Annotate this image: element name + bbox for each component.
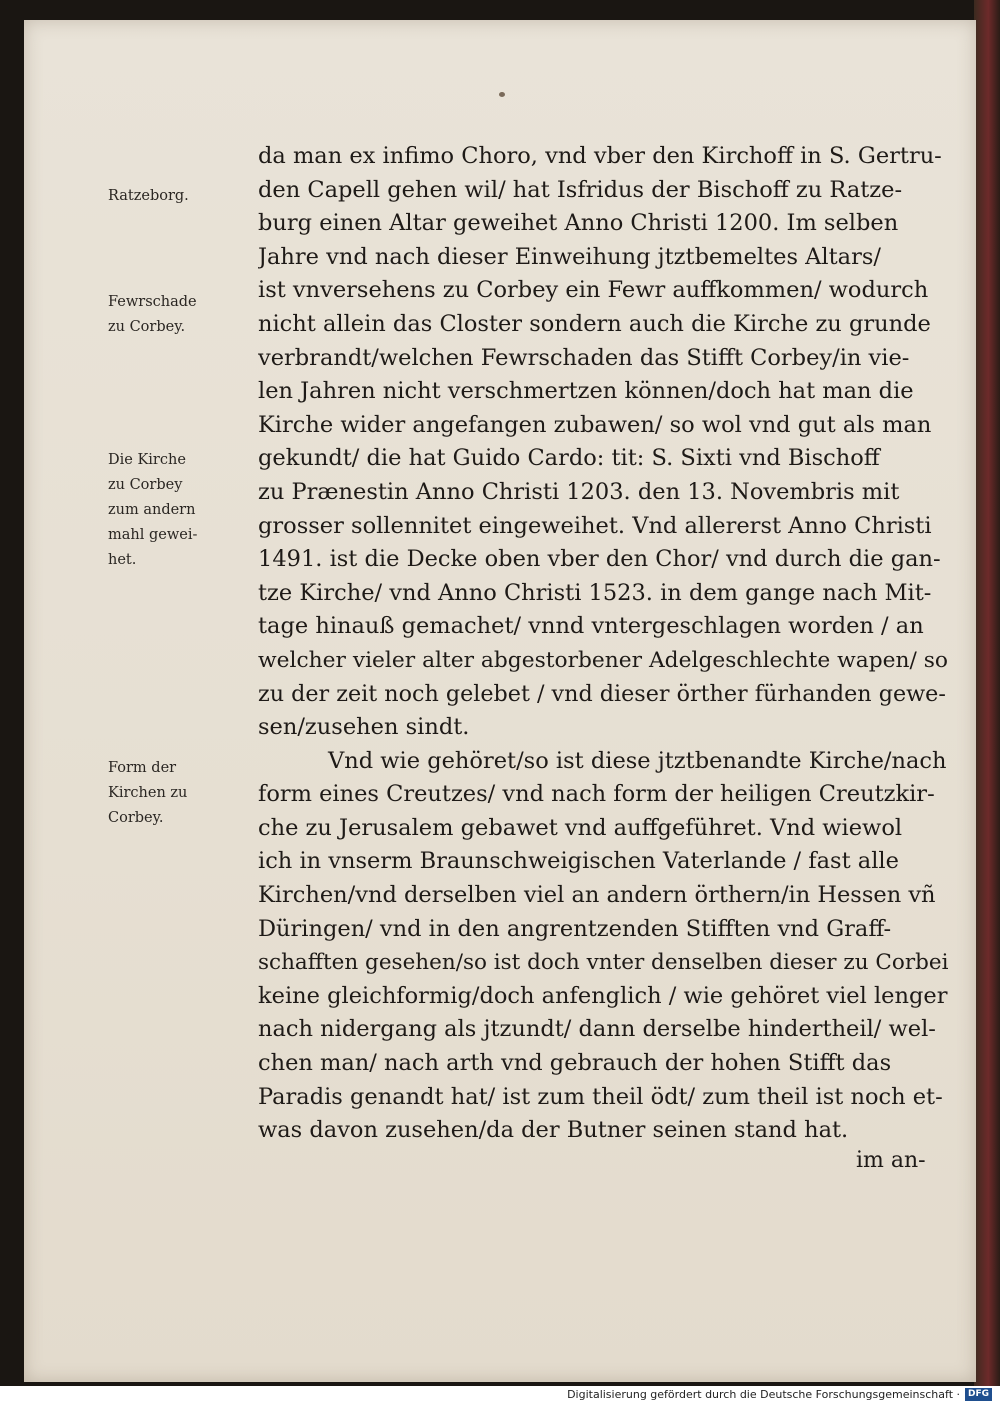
text-line: Kirche wider angefangen zubawen/ so wol vnd gut als man [258,411,932,438]
text-line: gekundt/ die hat Guido Cardo: tit: S. Sixti vnd Bischoff [258,445,880,472]
text-line: keine gleichformig/doch anfenglich / wie gehöret viel lenger [258,982,948,1009]
text-line: welcher vieler alter abgestorbener Adelgeschlechte wapen/ so [258,647,948,673]
text-line: da man ex infimo Choro, vnd vber den Kirchoff in S. Gertru- [258,143,942,169]
margin-note-ratzeborg [108,184,238,209]
text-line: sen/zusehen sindt. [258,714,470,741]
footer-bar [0,1386,1000,1404]
text-line: den Capell gehen wil/ hat Isfridus der Bischoff zu Ratze- [258,176,903,203]
text-line: zu Prænestin Anno Christi 1203. den 13. Novembris mit [258,478,900,505]
text-line: che zu Jerusalem gebawet vnd auffgeführet. Vnd wiewol [258,814,903,841]
text-line: burg einen Altar geweihet Anno Christi 1200. Im selben [258,210,899,237]
text-line: Düringen/ vnd in den angrentzenden Stifften vnd Graff- [258,915,892,942]
text-line: chen man/ nach arth vnd gebrauch der hohen Stifft das [258,1050,892,1077]
paragraph-start-line: Vnd wie gehöret/so ist diese jtztbenandte Kirche/nach [328,747,947,774]
text-line: len Jahren nicht verschmertzen können/doch hat man die [258,378,914,405]
text-line: ist vnversehens zu Corbey ein Fewr auffkommen/ wodurch [258,277,929,304]
margin-note-kirche [108,448,238,573]
text-line: 1491. ist die Decke oben vber den Chor/ vnd durch die gan- [258,546,941,573]
funding-credit: Digitalisierung gefördert durch die Deutsche Forschungsgemeinschaft · [567,1388,960,1401]
text-line: form eines Creutzes/ vnd nach form der heiligen Creutzkir- [258,781,935,808]
paper-speck [499,92,505,97]
catchword: im an- [856,1148,926,1173]
text-line: nicht allein das Closter sondern auch die Kirche zu grunde [258,310,931,337]
margin-note-line: Ratzeborg. [108,188,189,204]
text-line: Paradis genandt hat/ ist zum theil ödt/ zum theil ist noch et- [258,1083,943,1110]
margin-note-fewrschade [108,290,238,340]
margin-note-line: het. [108,552,137,568]
text-line: ich in vnserm Braunschweigischen Vaterlande / fast alle [258,848,899,875]
book-edge [974,0,1000,1386]
margin-note-line: zu Corbey. [108,319,186,335]
margin-note-line: Form der [108,760,177,776]
margin-note-line: zu Corbey [108,477,183,493]
body-text [258,140,948,1148]
text-line: tze Kirche/ vnd Anno Christi 1523. in dem gange nach Mit- [258,579,932,606]
margin-note-line: mahl gewei- [108,527,198,543]
text-line: schafften gesehen/so ist doch vnter denselben dieser zu Corbei [258,950,948,976]
dfg-logo: DFG [965,1388,992,1401]
text-line: verbrandt/welchen Fewrschaden das Stifft Corbey/in vie- [258,344,910,371]
text-line: Jahre vnd nach dieser Einweihung jtztbemeltes Altars/ [258,243,881,270]
text-line: was davon zusehen/da der Butner seinen stand hat. [258,1117,849,1144]
margin-note-form [108,756,238,831]
text-line: Kirchen/vnd derselben viel an andern örthern/in Hessen vñ [258,882,936,909]
text-line: zu der zeit noch gelebet / vnd dieser örther fürhanden gewe- [258,680,946,707]
margin-note-line: zum andern [108,502,196,518]
margin-note-line: Kirchen zu [108,785,188,801]
text-line: grosser sollennitet eingeweihet. Vnd allererst Anno Christi [258,512,932,539]
text-line: tage hinauß gemachet/ vnnd vntergeschlagen worden / an [258,613,924,640]
margin-note-line: Corbey. [108,810,164,826]
margin-note-line: Die Kirche [108,452,186,468]
margin-note-line: Fewrschade [108,294,197,310]
text-line: nach nidergang als jtzundt/ dann derselbe hindertheil/ wel- [258,1016,936,1043]
